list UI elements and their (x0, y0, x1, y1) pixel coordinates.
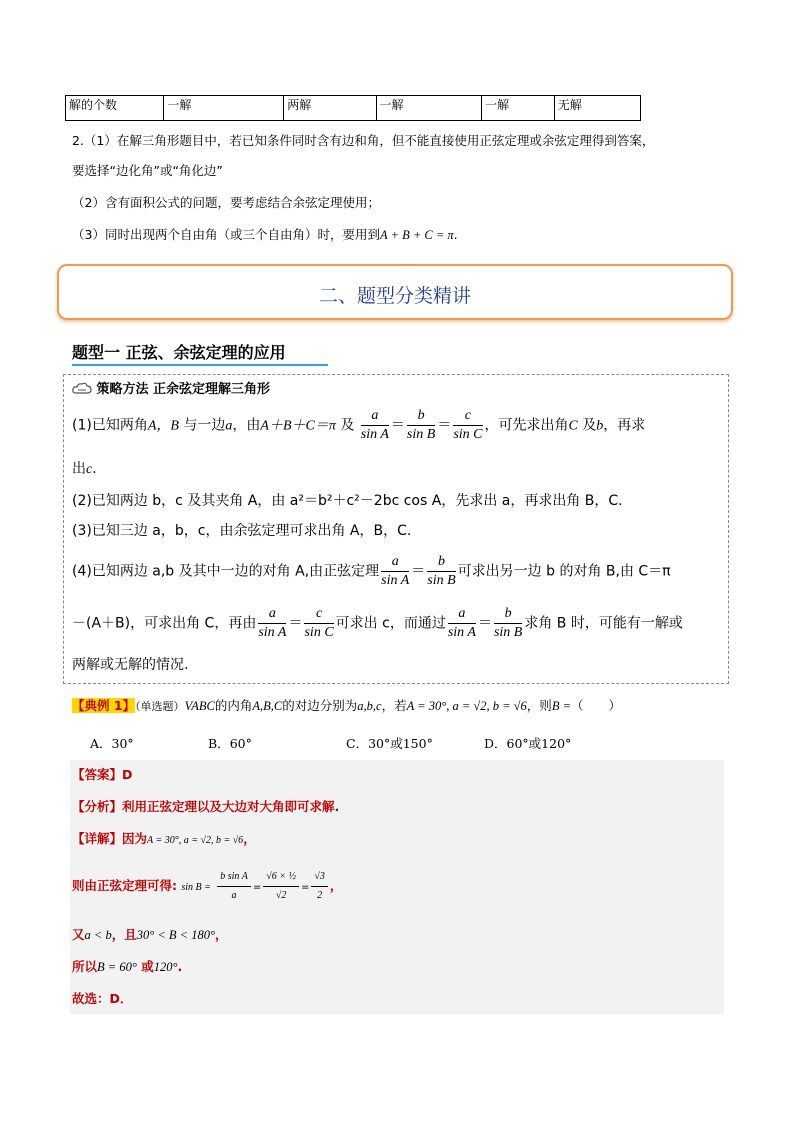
numerator: b (427, 553, 455, 572)
option-a[interactable] (90, 735, 134, 753)
text: ＝ (411, 563, 426, 580)
answer-panel (70, 760, 724, 1014)
text: 的内角 (214, 698, 253, 713)
strategy-line-3: (3)已知三边 a，b，c，由余弦定理可求出角 A，B，C. (72, 523, 412, 539)
text: 可求出 c，而通过 (335, 615, 446, 632)
heading-underline (72, 364, 328, 366)
text: 求角 B 时，可能有一解或 (524, 615, 683, 632)
text: c (86, 462, 93, 477)
text: 所以 (72, 959, 98, 974)
strategy-line-6: 两解或无解的情况. (72, 657, 189, 673)
text: ，则 (526, 698, 552, 713)
text: . (92, 461, 97, 477)
text: ＝ (437, 417, 452, 434)
example-1-stem (72, 697, 621, 716)
text: (4)已知两边 a,b 及其中一边的对角 A,由正弦定理 (72, 563, 380, 580)
option-b[interactable] (208, 735, 252, 753)
strategy-line-5 (72, 605, 683, 642)
numerator: b (494, 605, 522, 624)
table-cell: 一解 (376, 96, 482, 121)
text: 出 (72, 461, 86, 477)
option-label: D． (484, 736, 507, 751)
numerator: b sin A (217, 868, 251, 887)
formula: 30° < B < 180° (136, 928, 215, 942)
text: C (568, 418, 578, 434)
text: ＝ (477, 615, 492, 632)
fraction (448, 605, 476, 642)
denominator: √2 (275, 890, 287, 901)
section-banner (57, 264, 733, 320)
numerator: b (407, 407, 435, 426)
option-text: 60°或120° (506, 736, 572, 751)
solution-count-table (65, 95, 641, 121)
denominator: sin C (304, 625, 334, 640)
text: A＋B＋C＝π (260, 418, 336, 434)
fraction (217, 868, 251, 905)
fraction (381, 553, 409, 590)
fraction (453, 407, 482, 444)
strategy-line-1-cont (72, 459, 97, 480)
table-cell: 解的个数 (66, 96, 164, 121)
detail-line (72, 830, 256, 850)
text: ， (243, 831, 256, 846)
numerator: a (381, 553, 409, 572)
fraction (407, 407, 435, 444)
text: ，若 (381, 698, 407, 713)
label: 【详解】 (72, 831, 123, 846)
fraction (311, 868, 328, 905)
fraction (304, 605, 333, 642)
label: 【分析】 (72, 799, 123, 814)
strategy-heading-row (72, 380, 270, 400)
text: A,B,C (252, 699, 283, 713)
fraction (494, 605, 522, 642)
example-tag: 【典例 1】 (72, 698, 136, 713)
numerator: a (258, 605, 286, 624)
denominator: sin B (493, 625, 523, 640)
text: a (225, 418, 233, 434)
denominator: sin A (447, 625, 476, 640)
denominator: a (231, 890, 237, 901)
text: 及 (335, 417, 355, 434)
sine-line: 则由正弦定理可得: sin B = $\frac{\text{b sin A}}{a}$ = $\frac{\text{√6 × ½}}{√2}$ = $\frac{√3}{2}$ ， (72, 868, 342, 905)
text: －(A＋B)，可求出角 C，再由 (72, 615, 257, 632)
fraction (361, 407, 389, 444)
note-2-3-suffix: . (453, 227, 458, 242)
text: (1)已知两角 (72, 417, 148, 434)
text: 的对边分别为 (282, 698, 358, 713)
note-2-3 (72, 226, 458, 244)
fraction (427, 553, 455, 590)
answer-value: D (122, 767, 133, 782)
text: （ ） (571, 698, 622, 713)
formula: sin B = (181, 882, 211, 893)
formula: a < b (84, 928, 112, 942)
numerator: c (453, 407, 482, 426)
text: ，可先求出角 (484, 417, 569, 434)
text: 或 (136, 959, 154, 974)
also-line (72, 926, 228, 944)
text: ＝ (288, 615, 303, 632)
strategy-line-2: (2)已知两边 b，c 及其夹角 A，由 a²＝b²＋c²－2bc cos A，先求出 a，再求出角 B，C. (72, 493, 623, 509)
option-label: C． (346, 736, 369, 751)
text: B = (551, 699, 572, 713)
numerator: a (361, 407, 389, 426)
note-2-line-2: 要选择“边化角”或“角化边” (72, 163, 223, 178)
answer-line (72, 766, 132, 784)
denominator: sin B (406, 427, 436, 442)
numerator: √3 (311, 868, 328, 887)
text: 则由正弦定理可得: (72, 878, 177, 893)
text: ， (214, 927, 228, 942)
text: 因为 (122, 831, 148, 846)
table-cell: 无解 (554, 96, 640, 121)
text: ，由 (232, 417, 261, 434)
fraction (258, 605, 286, 642)
text: A，B (147, 418, 179, 434)
fraction (263, 868, 299, 905)
table-cell: 一解 (482, 96, 555, 121)
so-line (72, 958, 182, 976)
text: b (596, 418, 604, 434)
question-type: （单选题） (135, 700, 185, 713)
text: 及 (577, 417, 597, 434)
note-2-3-prefix: （3）同时出现两个自由角（或三个自由角）时，要用到 (72, 227, 380, 242)
formula: 120° (153, 960, 178, 974)
table-row (66, 96, 641, 121)
cloud-icon (72, 382, 97, 397)
numerator: c (304, 605, 333, 624)
strategy-heading: 策略方法 正余弦定理解三角形 (96, 382, 271, 397)
option-label: A． (90, 736, 112, 751)
choose-line: 故选：D． (72, 991, 133, 1006)
numerator: √6 × ½ (263, 868, 299, 887)
type-1-heading: 题型一 正弦、余弦定理的应用 (72, 343, 286, 362)
note-2-line-1: 2.（1）在解三角形题目中，若已知条件同时含有边和角，但不能直接使用正弦定理或余弦定理得到答案， (72, 133, 655, 148)
option-label: B． (208, 736, 230, 751)
denominator: sin A (381, 573, 410, 588)
note-2-3-formula: A + B + C = π (379, 228, 454, 242)
text: 又 (72, 927, 85, 942)
formula: B = 60° (97, 960, 137, 974)
text: . (177, 959, 183, 974)
option-text: 60° (229, 736, 252, 751)
analysis-line (72, 798, 339, 816)
text: ，且 (111, 927, 137, 942)
strategy-line-1 (72, 407, 645, 444)
denominator: sin A (258, 625, 287, 640)
note-2-2: （2）含有面积公式的问题，要考虑结合余弦定理使用； (72, 195, 380, 210)
text: ，再求 (603, 417, 646, 434)
denominator: sin B (427, 573, 456, 588)
text: a,b,c (357, 699, 382, 713)
text: VABC (184, 699, 215, 713)
text: A = 30°, a = √2, b = √6 (406, 699, 527, 713)
denominator: sin C (453, 427, 483, 442)
label: 【答案】 (72, 767, 123, 782)
numerator: a (448, 605, 476, 624)
denominator: 2 (317, 890, 323, 901)
option-d[interactable] (484, 735, 571, 753)
table-cell: 两解 (284, 96, 376, 121)
strategy-line-4 (72, 553, 671, 590)
option-c[interactable] (346, 735, 433, 753)
denominator: sin A (360, 427, 389, 442)
option-text: 30° (111, 736, 134, 751)
section-title: 二、题型分类精讲 (318, 285, 471, 307)
text: 与一边 (178, 417, 226, 434)
text: ， (329, 878, 343, 893)
option-text: 30°或150° (368, 736, 433, 751)
text: 利用正弦定理以及大边对大角即可求解. (122, 799, 340, 814)
strategy-box (63, 374, 729, 684)
text: 可求出另一边 b 的对角 B,由 C＝π (457, 563, 671, 580)
table-cell: 一解 (164, 96, 284, 121)
formula: A = 30°, a = √2, b = √6 (147, 835, 244, 846)
text: ＝ (390, 417, 405, 434)
